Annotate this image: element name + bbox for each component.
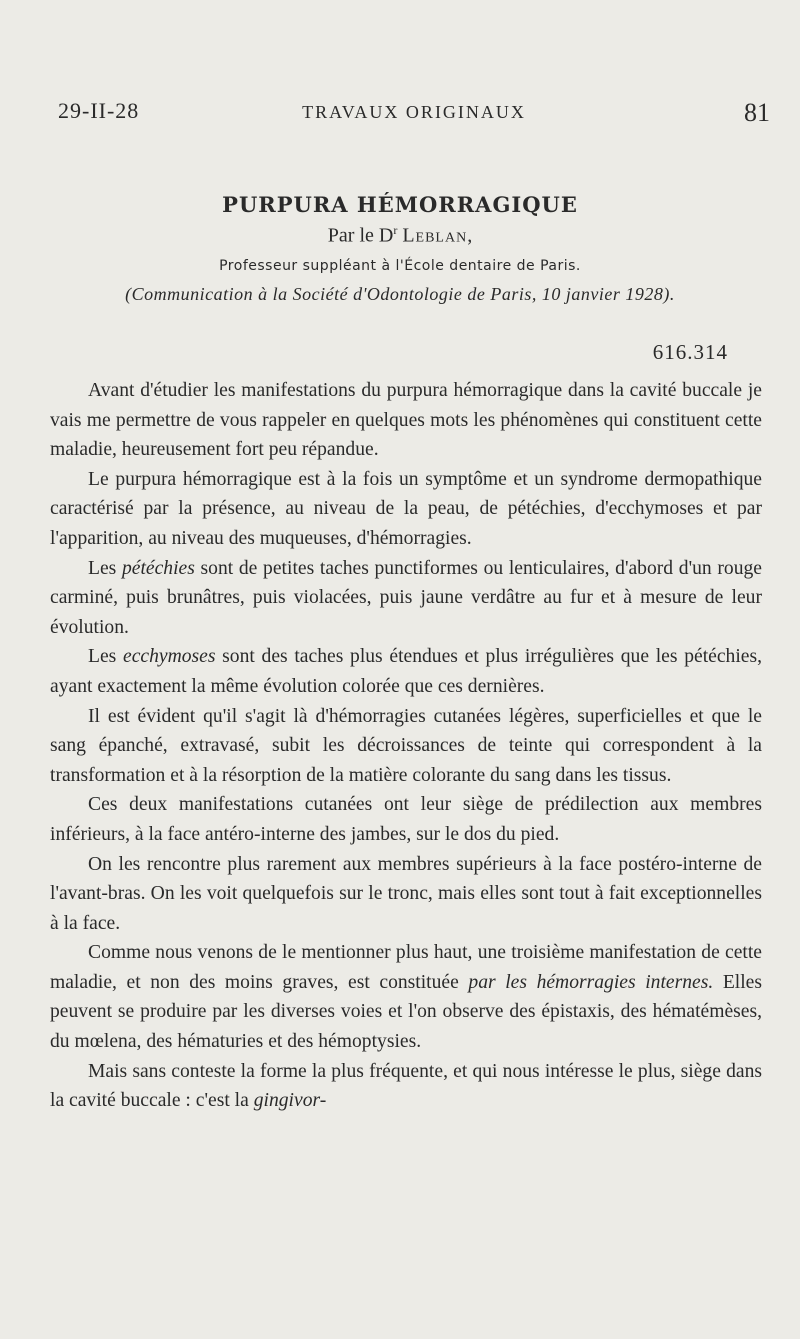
author-title-superscript: r [393,223,398,237]
paragraph [50,554,762,643]
communication-note: (Communication à la Société d'Odontologie de Paris, 10 janvier 1928). [125,283,675,304]
page-number: 81 [744,98,770,127]
emphasized-term: pétéchies [121,557,195,579]
emphasized-term: ecchymoses [123,646,216,668]
classification-number: 616.314 [652,340,728,364]
author-affiliation: Professeur suppléant à l'École dentaire de Paris. [219,257,581,274]
paragraph-text: Les [88,646,123,668]
paragraph [50,1057,762,1116]
paragraph [50,938,762,1056]
running-header [58,98,770,130]
emphasized-term: gingivor- [253,1090,327,1112]
emphasized-term: par les hémorragies internes. [468,971,714,993]
author-name: Leblan [402,224,468,247]
paragraph-text: Mais sans conteste la forme la plus fréquente, et qui nous intéresse le plus, siège dans la cavité buccale : c'est la [50,1060,762,1112]
article-title: PURPURA HÉMORRAGIQUE [222,192,578,217]
author-line [0,223,800,248]
paragraph [50,642,762,701]
paragraph: Avant d'étudier les manifestations du purpura hémorragique dans la cavité buccale je vais me permettre de vous rappeler en quelques mots les phénomènes qui constituent cette maladie, heureusement fort peu répandue. [50,380,762,461]
paragraph: Le purpura hémorragique est à la fois un symptôme et un syndrome dermopathique caractérisé par la présence, au niveau de la peau, de pétéchies, d'ecchymoses et par l'apparition, au niveau des muqueuses, d'hémorragies. [50,468,762,549]
article-heading [0,192,800,305]
paragraph-text: sont de petites taches punctiformes ou lenticulaires, d'abord d'un rouge carminé, puis brunâtres, puis violacées, puis jaune verdâtre au fur et à mesure de leur évolution. [50,557,762,638]
paragraph-text: Comme nous venons de le mentionner plus haut, une troisième manifestation de cette maladie, et non des moins graves, est constituée [50,942,762,993]
article-body [50,376,762,1116]
paragraph-text: Les [88,557,122,579]
section-title: TRAVAUX ORIGINAUX [302,102,526,122]
author-prefix: Par le D [327,224,394,247]
paragraph-text: Elles peuvent se produire par les diverses voies et l'on observe des épistaxis, des hématémèses, du mœlena, des hématuries et des hémoptysies. [50,971,762,1053]
issue-date: 29-II-28 [58,98,140,123]
paragraph: Il est évident qu'il s'agit là d'hémorragies cutanées légères, superficielles et que le sang épanché, extravasé, subit les décroissances de teinte qui correspondent à la transformation et à la résorption de la matière colorante du sang dans les tissus. [50,705,762,786]
author-suffix: , [467,224,473,247]
paragraph-text: sont des taches plus étendues et plus irrégulières que les pétéchies, ayant exactement la même évolution colorée que ces dernières. [50,646,762,697]
paragraph: Ces deux manifestations cutanées ont leur siège de prédilection aux membres inférieurs, à la face antéro-interne des jambes, sur le dos du pied. [50,794,762,845]
paragraph: On les rencontre plus rarement aux membres supérieurs à la face postéro-interne de l'avant-bras. On les voit quelquefois sur le tronc, mais elles sont tout à fait exceptionnelles à la face. [50,853,762,934]
